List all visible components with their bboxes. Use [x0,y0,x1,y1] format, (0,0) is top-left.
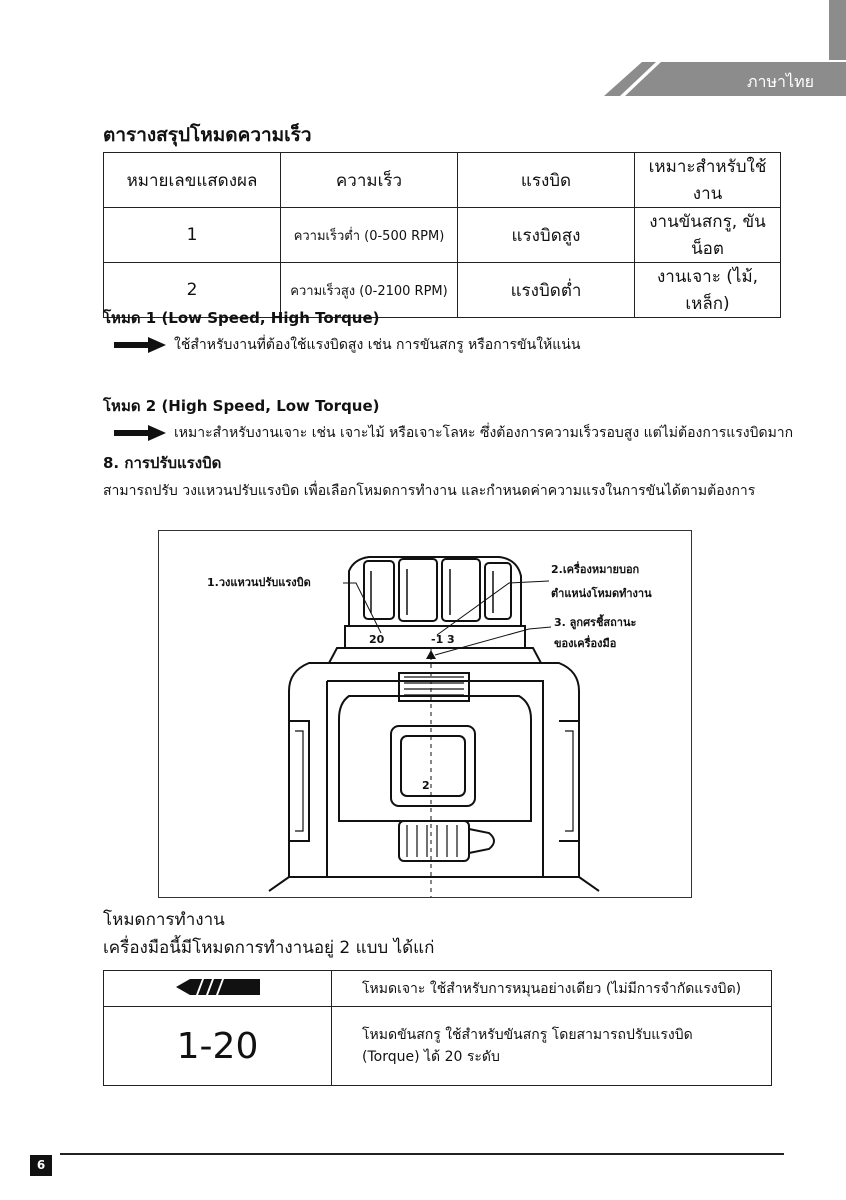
figure-label-3a: 3. ลูกศรชี้สถานะ [554,616,637,629]
speed-table-title: ตารางสรุปโหมดความเร็ว [103,124,312,146]
table-cell: แรงบิดต่ำ [458,263,635,318]
page-number: 6 [30,1155,52,1176]
table-header-cell: แรงบิด [458,153,635,208]
table-cell: 2 [104,263,281,318]
ring-marks: -1 3 [431,633,455,646]
torque-heading: 8. การปรับแรงบิด [103,454,222,472]
table-cell: ความเร็วต่ำ (0-500 RPM) [281,208,458,263]
arrow-right-icon [114,337,166,353]
table-row [104,971,772,1007]
body-number: 2 [422,779,430,792]
table-cell: งานเจาะ (ไม้, เหล็ก) [635,263,781,318]
figure-label-2a: 2.เครื่องหมายบอก [551,563,640,576]
table-header-row [104,153,781,208]
drill-icon [176,978,260,996]
table-row [104,208,781,263]
mode1-heading: โหมด 1 (Low Speed, High Torque) [103,309,380,327]
table-cell: แรงบิดสูง [458,208,635,263]
table-cell: โหมดขันสกรู ใช้สำหรับขันสกรู โดยสามารถปรับแรงบิด (Torque) ได้ 20 ระดับ [332,1007,772,1086]
mode2-heading: โหมด 2 (High Speed, Low Torque) [103,397,380,415]
mode2-text: เหมาะสำหรับงานเจาะ เช่น เจาะไม้ หรือเจาะโลหะ ซึ่งต้องการความเร็วรอบสูง แต่ไม่ต้องการแรงบิดมาก [174,425,794,441]
table-cell [104,971,332,1007]
table-cell: งานขันสกรู, ขันน็อต [635,208,781,263]
language-label: ภาษาไทย [746,72,814,91]
table-row [104,1007,772,1086]
modes-subtitle: เครื่องมือนี้มีโหมดการทำงานอยู่ 2 แบบ ได้แก่ [103,938,435,958]
footer-line [60,1153,784,1155]
figure-label-1: 1.วงแหวนปรับแรงบิด [207,576,311,589]
drill-illustration [159,531,691,897]
language-tab [604,62,846,96]
figure-label-2b: ตำแหน่งโหมดทำงาน [551,587,652,600]
ring-number: 20 [369,633,385,646]
table-header-cell: ความเร็ว [281,153,458,208]
table-cell: โหมดเจาะ ใช้สำหรับการหมุนอย่างเดียว (ไม่มีการจำกัดแรงบิด) [332,971,772,1007]
table-cell: ความเร็วสูง (0-2100 RPM) [281,263,458,318]
table-cell: 1 [104,208,281,263]
mode2-bullet [114,422,793,444]
modes-title: โหมดการทำงาน [103,910,225,930]
modes-table [103,970,772,1086]
arrow-right-icon [114,425,166,441]
mode1-bullet [114,334,580,356]
figure-label-3b: ของเครื่องมือ [554,637,617,650]
mode1-text: ใช้สำหรับงานที่ต้องใช้แรงบิดสูง เช่น การขันสกรู หรือการขันให้แน่น [174,337,581,353]
header-corner-bar [829,0,846,60]
torque-text: สามารถปรับ วงแหวนปรับแรงบิด เพื่อเลือกโหมดการทำงาน และกำหนดค่าความแรงในการขันได้ตามต้องการ [103,483,756,499]
table-cell: 1-20 [104,1007,332,1086]
table-header-cell: เหมาะสำหรับใช้งาน [635,153,781,208]
speed-summary-table [103,152,781,318]
table-header-cell: หมายเลขแสดงผล [104,153,281,208]
drill-figure [158,530,692,898]
